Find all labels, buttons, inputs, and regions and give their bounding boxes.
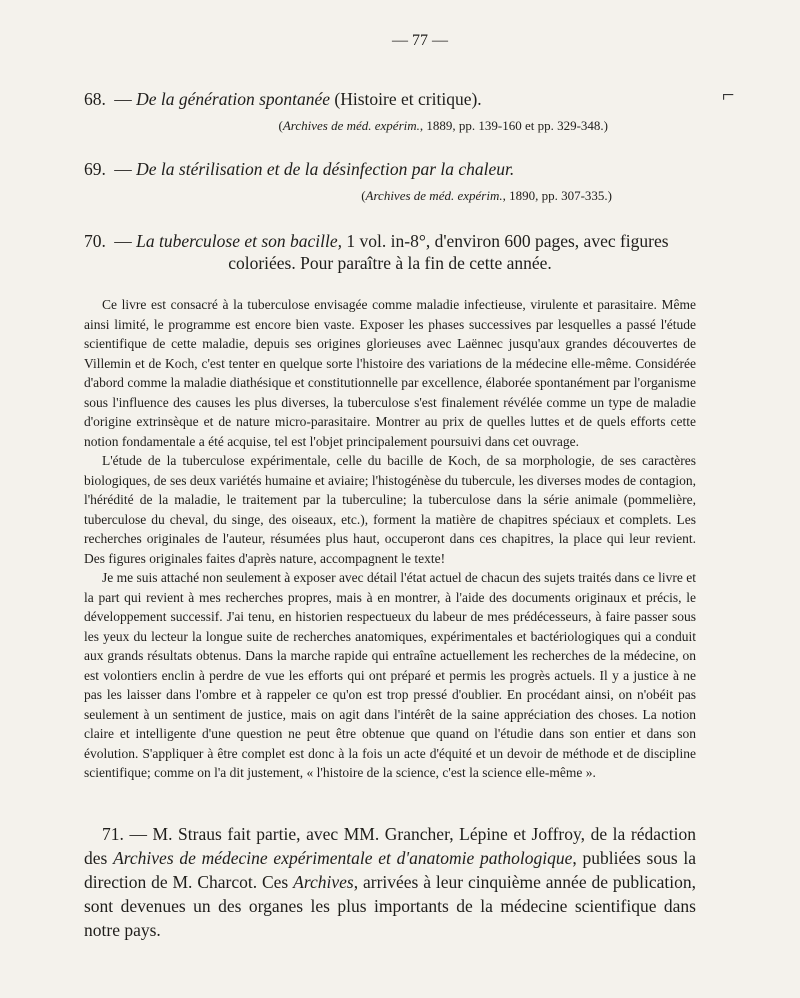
- entry71-text: , publiées sous la direction de M. Charcot. Ces: [84, 848, 697, 892]
- entry-dash: —: [114, 231, 132, 251]
- entry71-journal: Archives de médecine expérimentale et d'anatomie pathologique: [113, 848, 573, 868]
- entry71-archives: Archives: [293, 872, 354, 892]
- entry-title-italic: De la génération spontanée: [136, 89, 331, 109]
- entry-dash: —: [114, 159, 132, 179]
- paragraph: L'étude de la tuberculose expérimentale, celle du bacille de Koch, de sa morphologie, de ses caractères biologiques, de ses deux variétés humaine et aviaire; l'histogénèse du tubercule, les diverses modes de contagion, l'hérédité de la maladie, le traitement par la tuberculine; la tuberculose dans la série animale (pommelière, tuberculose du cheval, du singe, des oiseaux, etc.), forment la matière de chapitres spéciaux et complets. Les recherches originales de l'auteur, résumées plus haut, occuperont dans ces chapitres, la place qui leur revient. Des figures originales faites d'après nature, accompagnent le texte!: [84, 453, 696, 566]
- entry-number: 70.: [84, 231, 106, 251]
- entry-source: (Archives de méd. expérim., 1890, pp. 307-335.): [361, 188, 612, 203]
- entry-number: 69.: [84, 159, 106, 179]
- entry-title: [84, 158, 704, 180]
- entry71-lead: 71. — M. Straus fait partie, avec MM. Grancher, Lépine et Joffroy, de la rédaction des: [84, 824, 696, 868]
- entry-title-line2: coloriées. Pour paraître à la fin de cette année.: [228, 253, 552, 273]
- paragraph: Ce livre est consacré à la tuberculose envisagée comme maladie infectieuse, virulente et parasitaire. Même ainsi limité, le programme est encore bien vaste. Exposer les phases successives par lesquelles a passé l'étude scientifique de cette maladie, depuis ses origines glorieuses avec Laënnec jusqu'aux grandes découvertes de Villemin et de Koch, c'est tenter en quelque sorte l'histoire des variations de la médecine elle-même. Considérée d'abord comme la maladie diathésique et constitutionnelle par excellence, élaborée spontanément par l'organisme sous l'influence des causes les plus diverses, la tuberculose s'est finalement révélée comme un type de maladie d'origine extrinsèque et de nature micro-parasitaire. Montrer au prix de quelles luttes et de quels efforts cette notion fondamentale a été acquise, tel est l'objet principalement poursuivi dans cet ouvrage.: [84, 297, 696, 449]
- page-number: — 77 —: [392, 32, 448, 49]
- margin-mark: ⌐: [722, 82, 735, 107]
- entry-number: 68.: [84, 89, 106, 109]
- entry-68: [84, 88, 704, 134]
- entry-69: [84, 158, 704, 204]
- entry-title-plain: (Histoire et critique).: [334, 89, 482, 109]
- entry-71: [84, 822, 696, 942]
- entry-title-plain: 1 vol. in-8°, d'environ 600 pages, avec figures: [346, 231, 669, 251]
- entry-source: (Archives de méd. expérim., 1889, pp. 139-160 et pp. 329-348.): [278, 118, 608, 133]
- source-journal: Archives de méd. expérim.: [365, 188, 503, 203]
- entry-title: [84, 230, 696, 274]
- entry-title-italic: De la stérilisation et de la désinfection par la chaleur.: [136, 159, 515, 179]
- entry71-text-end: , arrivées à leur cinquième année de publication, sont devenues un des organes les plus importants de la médecine scientifique dans notre pays.: [84, 872, 696, 940]
- paragraph: Je me suis attaché non seulement à exposer avec détail l'état actuel de chacun des sujets traités dans ce livre et la part qui revient à mes recherches propres, mais à en montrer, à l'aide des documents originaux et précis, le développement successif. J'ai tenu, en historien respectueux du labeur de mes prédécesseurs, à faire passer sous les yeux du lecteur la longue suite de recherches anatomiques, expérimentales et bactériologiques qui a conduit aux grands résultats obtenus. Dans la marche rapide qui entraîne actuellement les recherches de la médecine, on est volontiers enclin à perdre de vue les efforts qui ont préparé et permis les progrès actuels. Il y a justice à ne pas les laisser dans l'ombre et à rappeler ce qu'on est trop pressé d'oublier. En procédant ainsi, on n'obéit pas seulement à un sentiment de justice, mais on agit dans l'intérêt de la saine appréciation des choses. La notion claire et intelligente d'une question ne peut être obtenue que quand on l'étudie dans son entier et dans son évolution. S'appliquer à être complet est donc à la fois un acte d'équité et un devoir de méthode et de discipline scientifique; comme on l'a dit justement, « l'histoire de la science, c'est la science elle-même ».: [84, 570, 696, 780]
- source-journal: Archives de méd. expérim.: [282, 118, 420, 133]
- book-description: [84, 295, 696, 783]
- source-details: , 1889, pp. 139-160 et pp. 329-348.): [419, 118, 608, 133]
- entry-70: [84, 230, 696, 274]
- entry-title-italic: La tuberculose et son bacille,: [136, 231, 343, 251]
- entry-title: [84, 88, 704, 110]
- entry-dash: —: [114, 89, 132, 109]
- source-details: , 1890, pp. 307-335.): [502, 188, 612, 203]
